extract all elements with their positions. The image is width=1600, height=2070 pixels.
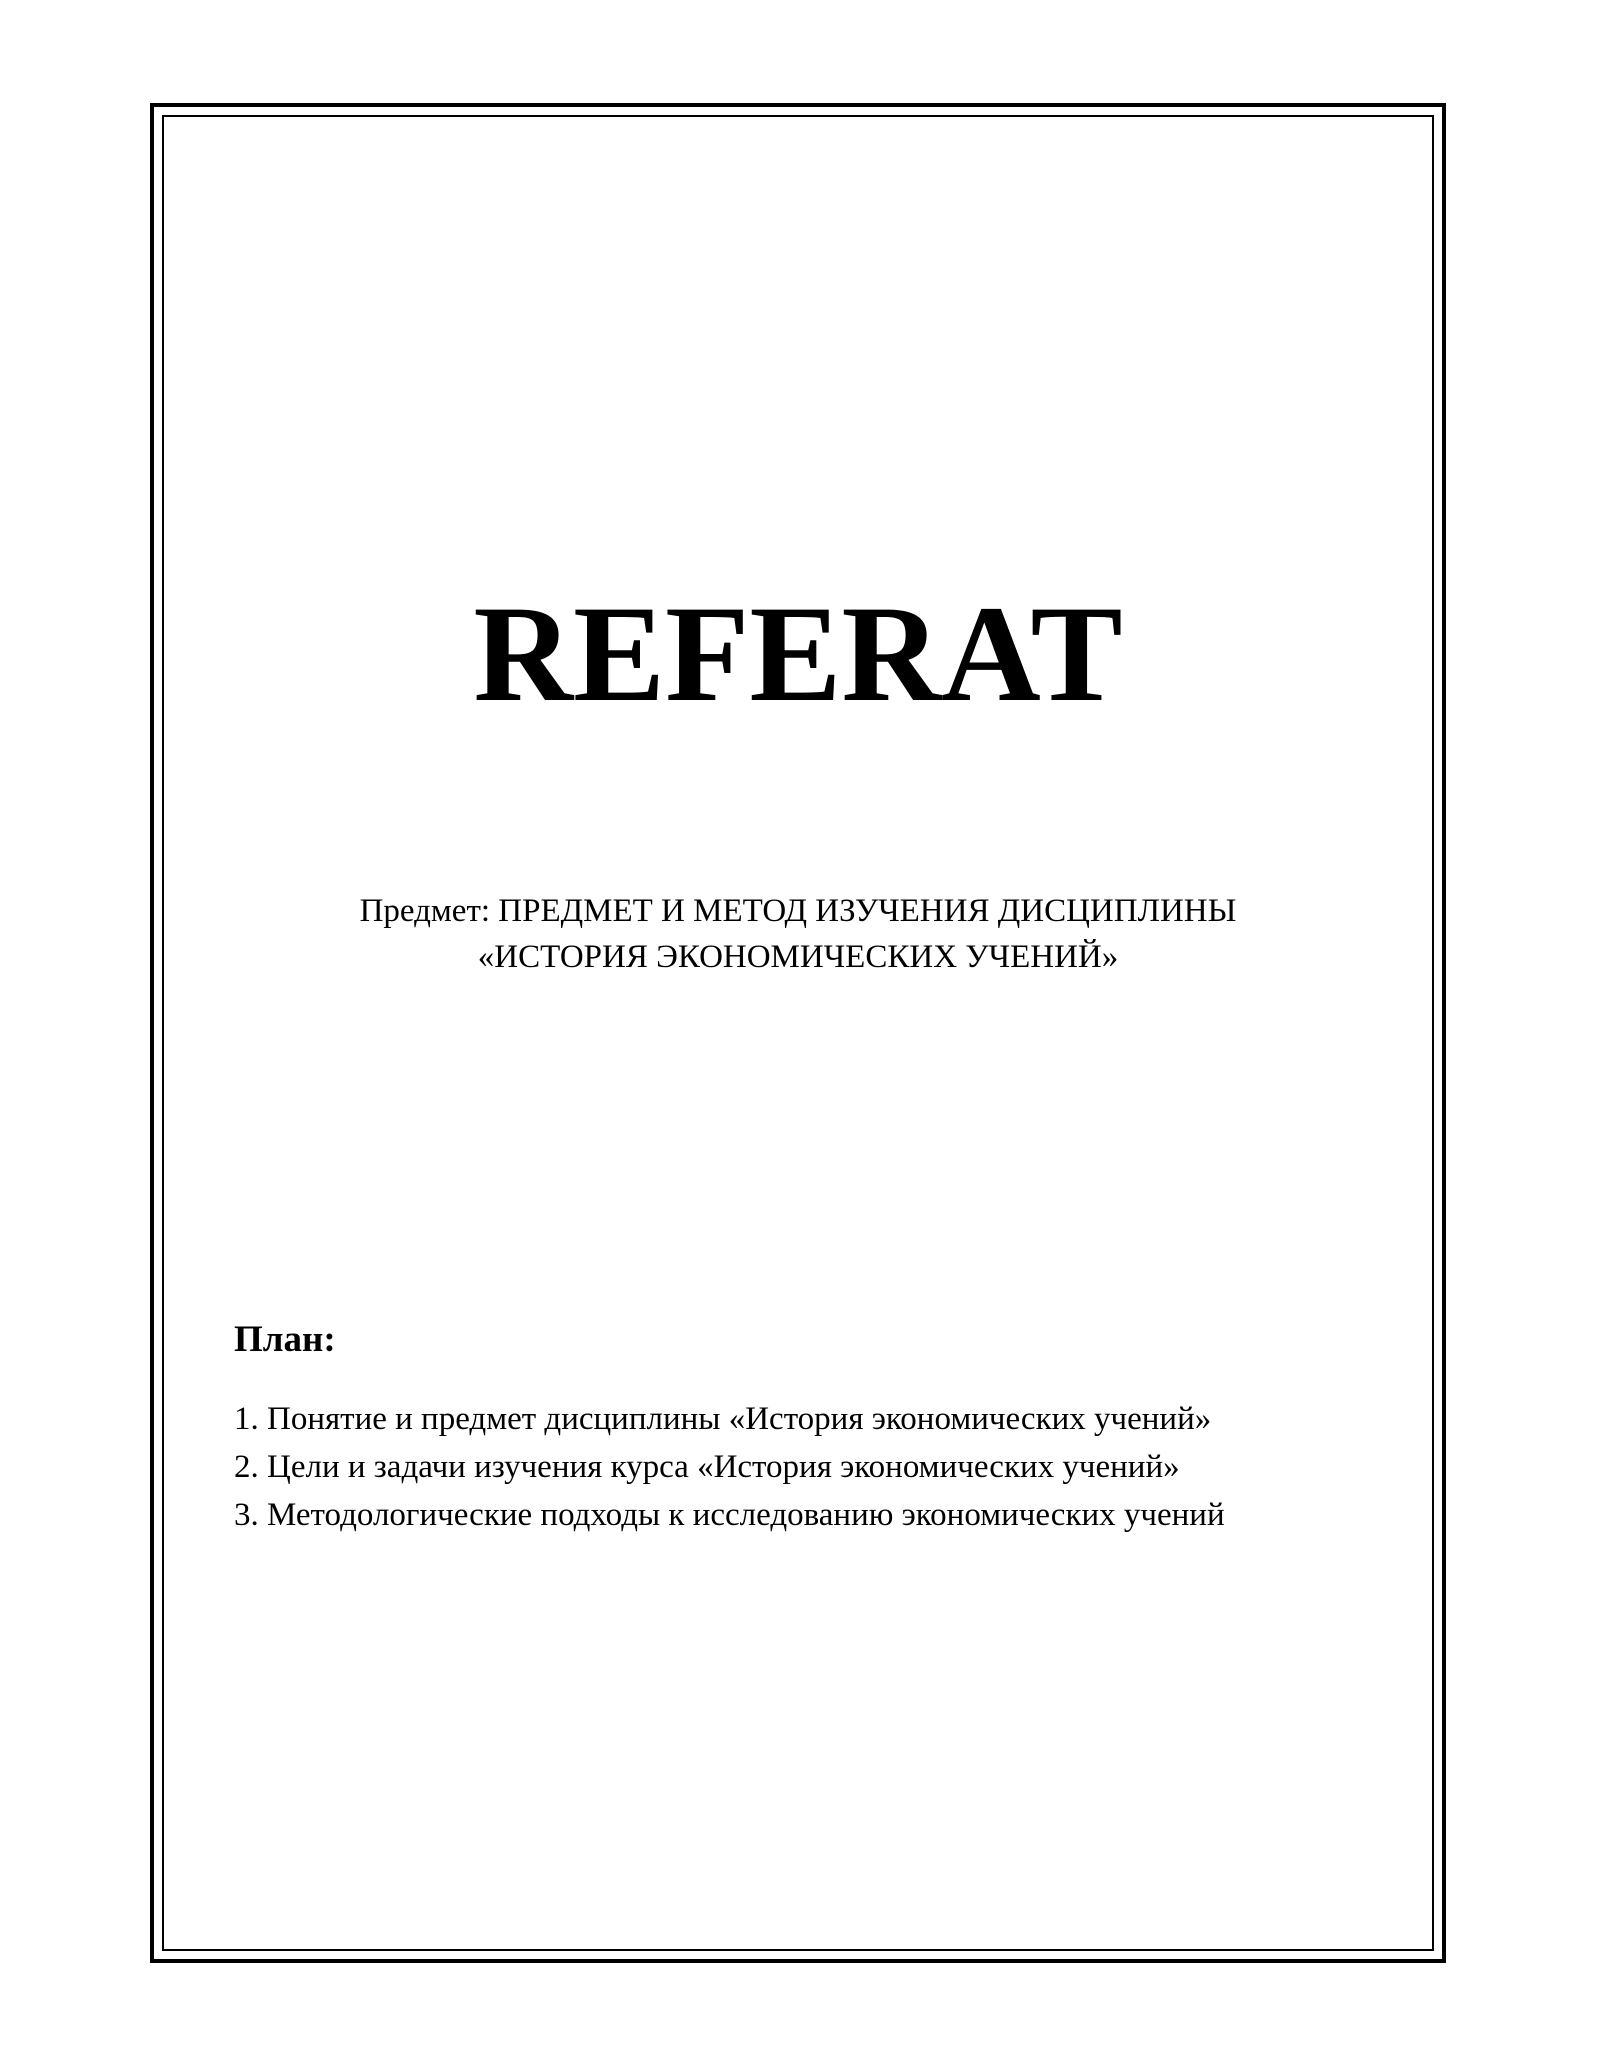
document-title: REFERAT — [473, 577, 1123, 730]
subject-title-line-2: «ИСТОРИЯ ЭКОНОМИЧЕСКИХ УЧЕНИЙ» — [477, 939, 1119, 975]
page-border-outer — [150, 103, 1446, 1963]
subject-label: Предмет: — [359, 893, 491, 929]
plan-heading: План: — [234, 1319, 336, 1360]
plan-item-1: 1. Понятие и предмет дисциплины «История экономических учений» — [234, 1401, 1212, 1437]
page-border-inner — [162, 115, 1434, 1951]
subject-title-line-1: ПРЕДМЕТ И МЕТОД ИЗУЧЕНИЯ ДИСЦИПЛИНЫ — [498, 893, 1237, 929]
subject-line-1 — [150, 888, 1446, 934]
plan-item-2: 2. Цели и задачи изучения курса «История экономических учений» — [234, 1449, 1180, 1485]
plan-item-3: 3. Методологические подходы к исследованию экономических учений — [234, 1497, 1225, 1533]
plan-list — [234, 1395, 1225, 1539]
subject-block — [150, 888, 1446, 980]
